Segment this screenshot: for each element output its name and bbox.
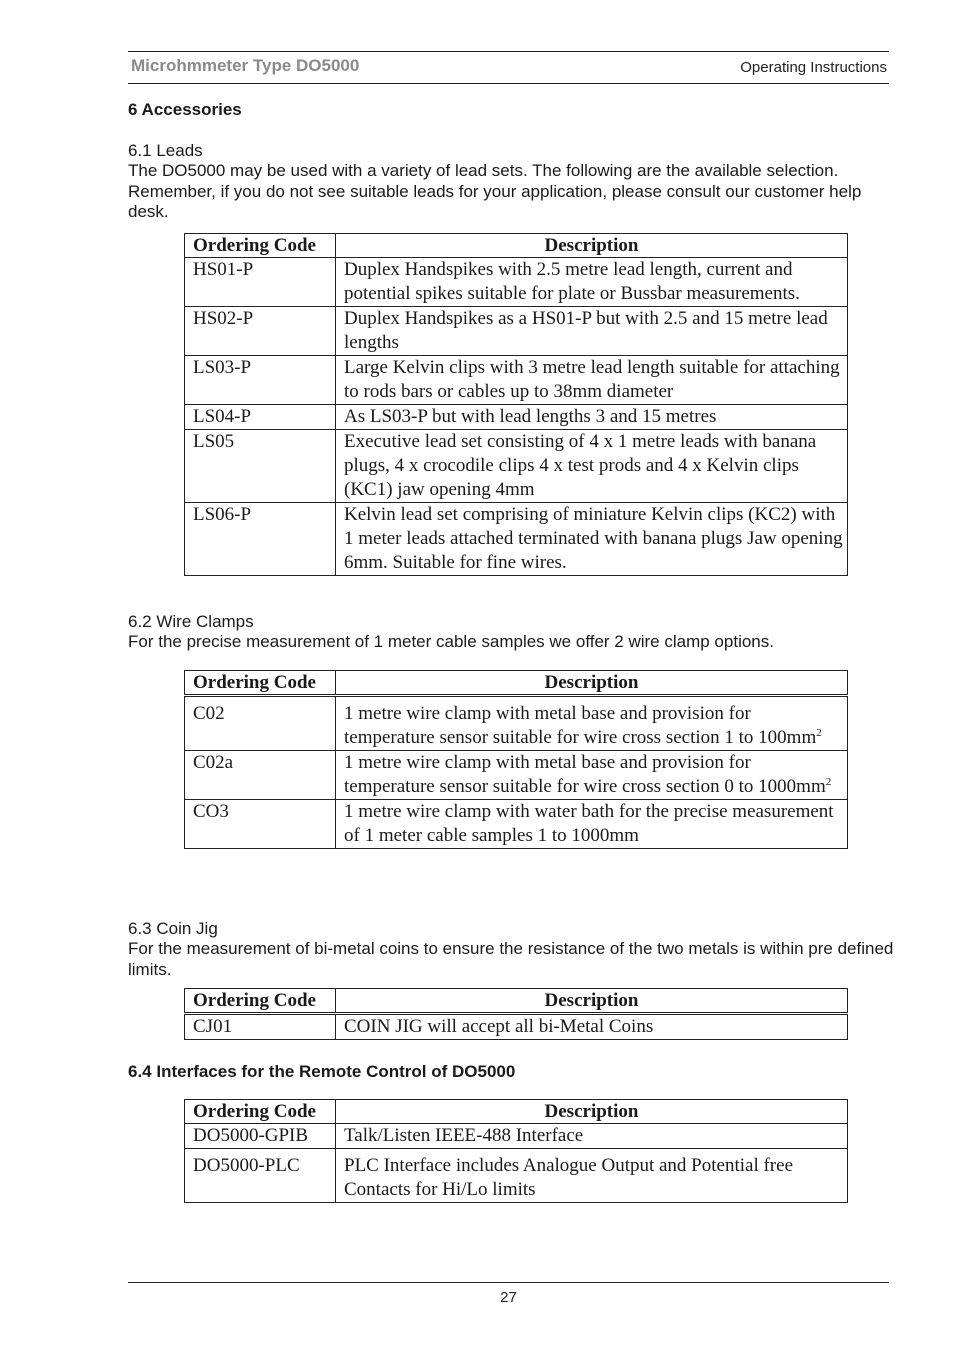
description: Duplex Handspikes with 2.5 metre lead length, current and potential spikes suitable for plate or Bussbar measurements. — [336, 258, 848, 307]
header-top-rule — [128, 51, 889, 52]
table-header-row — [185, 989, 848, 1014]
table-header-row — [185, 1100, 848, 1124]
description: PLC Interface includes Analogue Output and Potential free Contacts for Hi/Lo limits — [336, 1149, 848, 1203]
coin-jig-heading: 6.3 Coin Jig — [128, 919, 218, 938]
description: 1 metre wire clamp with water bath for the precise measurement of 1 meter cable samples 1 to 1000mm — [336, 800, 848, 849]
description — [336, 751, 848, 800]
ordering-code: LS03-P — [185, 356, 336, 405]
table-row — [185, 405, 848, 430]
ordering-code: CJ01 — [185, 1014, 336, 1040]
wire-clamps-table — [184, 670, 848, 849]
column-header-code: Ordering Code — [185, 989, 336, 1014]
section-title: 6 Accessories — [128, 100, 242, 119]
page-number: 27 — [500, 1289, 517, 1306]
description — [336, 696, 848, 751]
table-row — [185, 503, 848, 576]
column-header-description: Description — [336, 234, 848, 258]
ordering-code: LS04-P — [185, 405, 336, 430]
description: Duplex Handspikes as a HS01-P but with 2.5 and 15 metre lead lengths — [336, 307, 848, 356]
ordering-code: HS01-P — [185, 258, 336, 307]
column-header-description: Description — [336, 1100, 848, 1124]
description: Large Kelvin clips with 3 metre lead length suitable for attaching to rods bars or cables up to 38mm diameter — [336, 356, 848, 405]
ordering-code: DO5000-PLC — [185, 1149, 336, 1203]
leads-heading: 6.1 Leads — [128, 141, 203, 160]
leads-table — [184, 233, 848, 576]
coin-jig-table — [184, 988, 848, 1040]
table-row — [185, 430, 848, 503]
wire-clamps-heading: 6.2 Wire Clamps — [128, 612, 254, 631]
description-text: 1 metre wire clamp with metal base and provision for temperature sensor suitable for wire cross section 1 to 100mm — [344, 703, 817, 748]
ordering-code: DO5000-GPIB — [185, 1124, 336, 1149]
header-bottom-rule — [128, 83, 889, 84]
leads-intro: The DO5000 may be used with a variety of lead sets. The following are the available selection. Remember, if you do not see suitable leads for your application, please consult our customer help desk. — [128, 161, 862, 221]
table-row — [185, 1149, 848, 1203]
column-header-description: Description — [336, 671, 848, 696]
header-doc-type: Operating Instructions — [740, 59, 887, 76]
superscript: 2 — [825, 776, 832, 788]
interfaces-heading: 6.4 Interfaces for the Remote Control of DO5000 — [128, 1062, 516, 1081]
ordering-code: C02 — [185, 696, 336, 751]
footer-rule — [128, 1282, 889, 1283]
coin-jig-intro: For the measurement of bi-metal coins to ensure the resistance of the two metals is within pre defined limits. — [128, 939, 894, 979]
table-row — [185, 1014, 848, 1040]
column-header-code: Ordering Code — [185, 1100, 336, 1124]
ordering-code: HS02-P — [185, 307, 336, 356]
header-product-title: Microhmmeter Type DO5000 — [131, 56, 360, 75]
column-header-code: Ordering Code — [185, 671, 336, 696]
table-row — [185, 1124, 848, 1149]
ordering-code: LS05 — [185, 430, 336, 503]
description: COIN JIG will accept all bi-Metal Coins — [336, 1014, 848, 1040]
superscript: 2 — [816, 727, 822, 739]
table-row — [185, 356, 848, 405]
column-header-description: Description — [336, 989, 848, 1014]
ordering-code: C02a — [185, 751, 336, 800]
description: As LS03-P but with lead lengths 3 and 15 metres — [336, 405, 848, 430]
ordering-code: CO3 — [185, 800, 336, 849]
ordering-code: LS06-P — [185, 503, 336, 576]
table-header-row — [185, 671, 848, 696]
description: Executive lead set consisting of 4 x 1 metre leads with banana plugs, 4 x crocodile clips 4 x test prods and 4 x Kelvin clips (KC1) jaw opening 4mm — [336, 430, 848, 503]
table-row — [185, 307, 848, 356]
description: Talk/Listen IEEE-488 Interface — [336, 1124, 848, 1149]
table-row — [185, 258, 848, 307]
table-row — [185, 696, 848, 751]
column-header-code: Ordering Code — [185, 234, 336, 258]
description: Kelvin lead set comprising of miniature Kelvin clips (KC2) with 1 meter leads attached terminated with banana plugs Jaw opening 6mm. Suitable for fine wires. — [336, 503, 848, 576]
description-text: 1 metre wire clamp with metal base and provision for temperature sensor suitable for wire cross section 0 to 1000mm — [344, 752, 826, 797]
table-header-row — [185, 234, 848, 258]
table-row — [185, 800, 848, 849]
table-row — [185, 751, 848, 800]
wire-clamps-intro: For the precise measurement of 1 meter cable samples we offer 2 wire clamp options. — [128, 632, 774, 651]
interfaces-table — [184, 1099, 848, 1203]
